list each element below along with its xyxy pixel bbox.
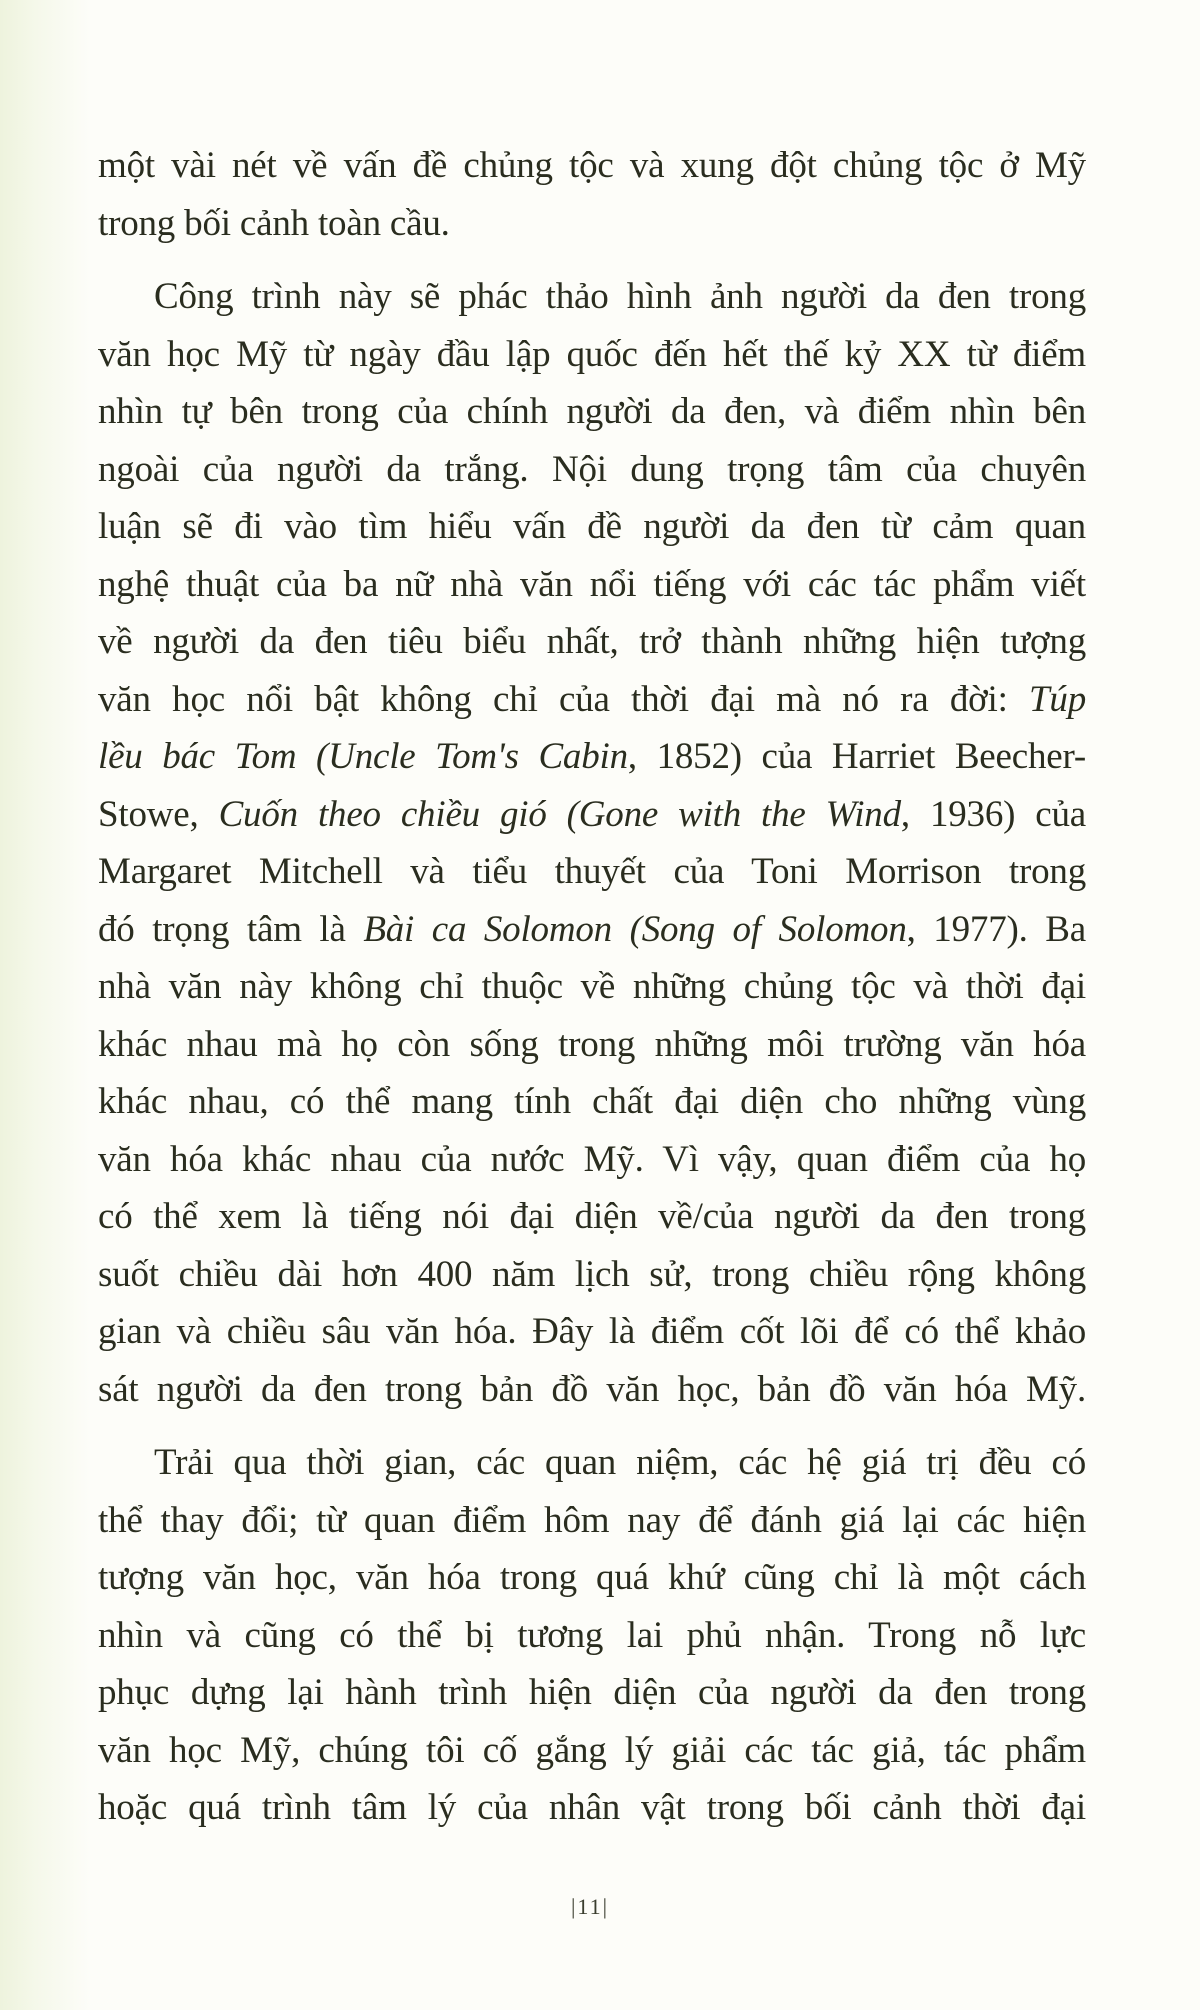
- text-run: Margaret Mitchell và tiểu thuyết của Toni Morrison trong: [98, 851, 1086, 892]
- text-line: [98, 793, 1086, 837]
- text-line: [98, 1614, 1086, 1658]
- text-line: [98, 1138, 1086, 1182]
- text-run: trong bối cảnh toàn cầu.: [98, 202, 450, 244]
- text-line: [98, 1671, 1086, 1715]
- text-run: có thể xem là tiếng nói đại diện về/của người da đen trong: [98, 1196, 1086, 1237]
- text-line: [98, 1310, 1086, 1354]
- text-run: Stowe,: [98, 793, 219, 835]
- text-run: thể thay đổi; từ quan điểm hôm nay để đánh giá lại các hiện: [98, 1499, 1086, 1541]
- text-line: [98, 850, 1086, 894]
- text-line: [98, 275, 1086, 319]
- text-line: [98, 1195, 1086, 1239]
- text-run: nhìn và cũng có thể bị tương lai phủ nhận. Trong nỗ lực: [98, 1614, 1086, 1656]
- text-run: Công trình này sẽ phác thảo hình ảnh người da đen trong: [154, 276, 1086, 317]
- text-line: [98, 1253, 1086, 1297]
- text-run: văn học nổi bật không chỉ của thời đại mà nó ra đời:: [98, 678, 1030, 720]
- text-run: tượng văn học, văn hóa trong quá khứ cũng chỉ là một cách: [98, 1557, 1086, 1598]
- italic-title: lều bác Tom (Uncle Tom's Cabin: [98, 736, 628, 777]
- text-run: , 1852) của Harriet Beecher-: [627, 736, 1086, 777]
- text-run: một vài nét về vấn đề chủng tộc và xung đột chủng tộc ở Mỹ: [98, 145, 1086, 186]
- text-line: [98, 678, 1086, 722]
- page-number: |11|: [571, 1894, 609, 1919]
- text-run: văn học Mỹ, chúng tôi cố gắng lý giải các tác giả, tác phẩm: [98, 1729, 1086, 1771]
- text-line: [98, 448, 1086, 492]
- text-run: về người da đen tiêu biểu nhất, trở thành những hiện tượng: [98, 621, 1086, 662]
- text-line: [98, 563, 1086, 607]
- text-line: [98, 965, 1086, 1009]
- text-line: [98, 202, 1086, 246]
- text-line: [98, 908, 1086, 952]
- text-run: gian và chiều sâu văn hóa. Đây là điểm cốt lõi để có thể khảo: [98, 1311, 1086, 1352]
- text-run: nhìn tự bên trong của chính người da đen, và điểm nhìn bên: [98, 391, 1086, 432]
- text-run: Trải qua thời gian, các quan niệm, các hệ giá trị đều có: [154, 1442, 1086, 1483]
- text-run: suốt chiều dài hơn 400 năm lịch sử, trong chiều rộng không: [98, 1253, 1086, 1295]
- italic-title: Cuốn theo chiều gió (Gone with the Wind: [218, 793, 901, 835]
- text-run: văn học Mỹ từ ngày đầu lập quốc đến hết thế kỷ XX từ điểm: [98, 333, 1086, 375]
- text-run: ngoài của người da trắng. Nội dung trọng tâm của chuyên: [98, 448, 1086, 490]
- text-run: luận sẽ đi vào tìm hiểu vấn đề người da đen từ cảm quan: [98, 506, 1086, 547]
- text-line: [98, 144, 1086, 188]
- text-line: [98, 1499, 1086, 1543]
- page-edge-shading: [0, 0, 90, 2010]
- text-run: nhà văn này không chỉ thuộc về những chủng tộc và thời đại: [98, 966, 1086, 1007]
- text-run: văn hóa khác nhau của nước Mỹ. Vì vậy, quan điểm của họ: [98, 1138, 1086, 1180]
- text-line: [98, 1441, 1086, 1485]
- text-run: , 1977). Ba: [906, 908, 1086, 950]
- text-line: [98, 1786, 1086, 1830]
- text-line: [98, 1729, 1086, 1773]
- text-run: , 1936) của: [900, 793, 1087, 835]
- text-line: [98, 1080, 1086, 1124]
- italic-title: Bài ca Solomon (Song of Solomon: [363, 908, 907, 950]
- text-run: sát người da đen trong bản đồ văn học, bản đồ văn hóa Mỹ.: [98, 1368, 1086, 1410]
- text-line: [98, 1368, 1086, 1412]
- text-run: nghệ thuật của ba nữ nhà văn nổi tiếng với các tác phẩm viết: [98, 563, 1086, 605]
- italic-title: Túp: [1029, 678, 1086, 720]
- text-line: [98, 505, 1086, 549]
- text-run: đó trọng tâm là: [98, 908, 364, 950]
- text-run: phục dựng lại hành trình hiện diện của người da đen trong: [98, 1672, 1086, 1713]
- text-line: [98, 620, 1086, 664]
- text-line: [98, 735, 1086, 779]
- text-run: khác nhau mà họ còn sống trong những môi trường văn hóa: [98, 1023, 1086, 1065]
- text-line: [98, 390, 1086, 434]
- text-line: [98, 1556, 1086, 1600]
- text-line: [98, 1023, 1086, 1067]
- text-line: [98, 333, 1086, 377]
- text-run: khác nhau, có thể mang tính chất đại diện cho những vùng: [98, 1081, 1086, 1122]
- text-run: hoặc quá trình tâm lý của nhân vật trong bối cảnh thời đại: [98, 1787, 1086, 1828]
